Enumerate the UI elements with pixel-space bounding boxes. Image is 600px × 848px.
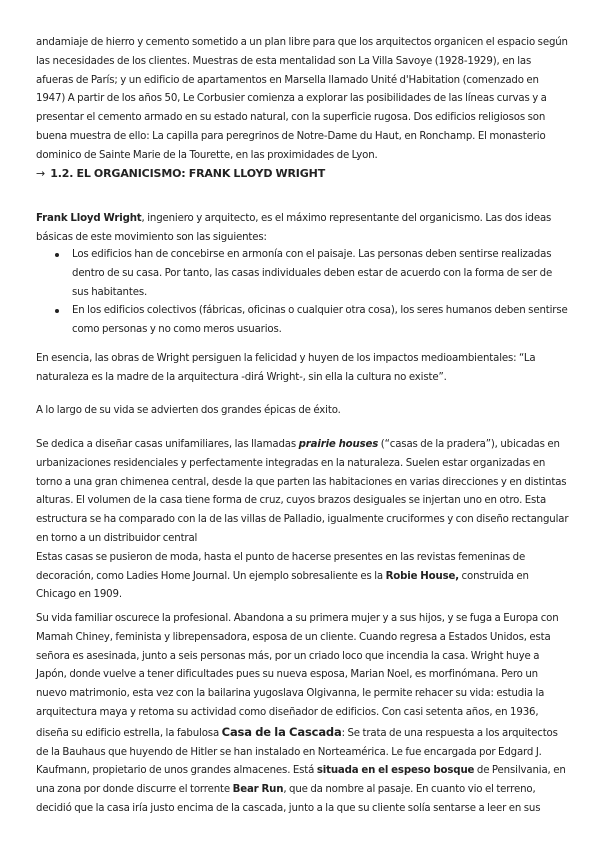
- principles-list: [36, 246, 570, 340]
- family-life-paragraph: Su vida familiar oscurece la profesional. Abandona a su primera mujer y a sus hijos, y se fuga a Europa con Mamah Chiney, feminista y librepensadora, esposa de un cliente. Cuando regresa a Estados Unidos, esta señora es asesinada, junto a seis personas más, por un criado loco que incendia la casa. Wright huye a Japón, donde vuelve a tener dificultades pues su nueva esposa, Marian Noel, es morfinómana. Pero un nuevo matrimonio, esta vez con la bailarina yugoslava Olgivanna, le permite rehacer su vida: estudia la arquitectura maya y retoma su actividad como diseñador de edificios. Con casi setenta años, en 1936, diseña su edificio estrella, la fabulosa Casa de la Cascada: Se trata de una respuesta a los arquitectos de la Bauhaus que huyendo de Hitler se han instalado en Norteamérica. Le fue encargada por Edgard J. Kaufmann, propietario de unos grandes almacenes. Está situada en el espeso bosque de Pensilvania, en una zona por donde discurre el torrente Bear Run, que da nombre al pasaje. En cuanto vio el terreno, decidió que la casa iría justo encima de la cascada, junto a la que su cliente solía sentarse a leer en sus: [36, 613, 566, 814]
- casa-cascada-term: Casa de la Cascada: [221, 724, 342, 739]
- list-item: En los edificios colectivos (fábricas, oficinas o cualquier otra cosa), los seres humanos deben sentirse como personas y no como meros usuarios.: [72, 302, 570, 340]
- arrow-icon: →: [36, 167, 46, 180]
- section-heading-text: 1.2. EL ORGANICISMO: FRANK LLOYD WRIGHT: [50, 167, 326, 180]
- wright-intro-paragraph: [36, 210, 570, 248]
- section-heading: [36, 165, 570, 184]
- wright-intro-text: , ingeniero y arquitecto, es el máximo representante del organicismo. Las dos ideas básicas de este movimiento son las siguientes:: [36, 213, 552, 243]
- list-item: Los edificios han de concebirse en armonía con el paisaje. Las personas deben sentirse realizadas dentro de su casa. Por tanto, las casas individuales deben estar de acuerdo con la forma de ser de sus habitantes.: [72, 246, 570, 302]
- espeso-bosque-term: situada en el espeso bosque: [316, 765, 475, 777]
- intro-paragraph: andamiaje de hierro y cemento sometido a un plan libre para que los arquitectos organicen el espacio según las necesidades de los clientes. Muestras de esta mentalidad son La Villa Savoye (1928-1929), en las afueras de París; y un edificio de apartamentos en Marsella llamado Unité d'Habitation (comenzado en 1947) A partir de los años 50, Le Corbusier comienza a explorar las posibilidades de las líneas curvas y a presentar el cemento armado en su estado natural, con la superficie rugosa. Dos edificios religiosos son buena muestra de ello: La capilla para peregrinos de Notre-Dame du Haut, en Ronchamp. El monasterio dominico de Sainte Marie de la Tourette, en las proximidades de Lyon.: [36, 37, 568, 161]
- essence-paragraph: En esencia, las obras de Wright persiguen la felicidad y huyen de los impactos medioambientales: “La naturaleza es la madre de la arquitectura -dirá Wright-, sin ella la cultura no existe”.: [36, 353, 536, 383]
- prairie-houses-term: prairie houses: [298, 439, 379, 450]
- prairie-houses-paragraph: Se dedica a diseñar casas unifamiliares, las llamadas prairie houses (“casas de la pradera”), ubicadas en urbanizaciones residenciales y perfectamente integradas en la naturaleza. Suelen estar organizadas en torno a una gran chimenea central, desde la que parten las habitaciones en varias direcciones y en distintas alturas. El volumen de la casa tiene forma de cruz, cuyos brazos desiguales se injertan uno en otro. Esta estructura se ha comparado con la de las villas de Palladio, igualmente cruciformes y con diseño rectangular en torno a un distribuidor central Estas casas se pusieron de moda, hasta el punto de hacerse presentes en las revistas femeninas de decoración, como Ladies Home Journal. Un ejemplo sobresaliente es la Robie House, construida en Chicago en 1909.: [36, 439, 569, 601]
- robie-house-term: Robie House,: [385, 570, 459, 582]
- wright-name: Frank Lloyd Wright: [36, 213, 142, 224]
- epochs-paragraph: A lo largo de su vida se advierten dos grandes épicas de éxito.: [36, 405, 341, 416]
- bear-run-term: Bear Run: [232, 784, 284, 796]
